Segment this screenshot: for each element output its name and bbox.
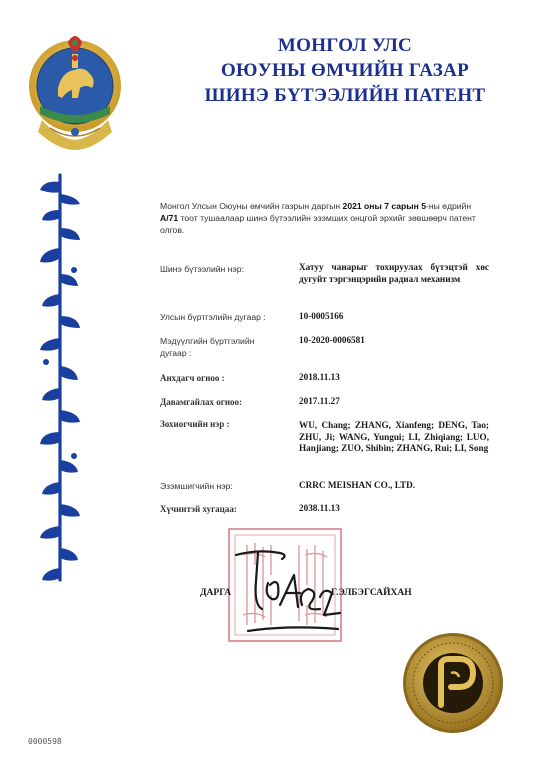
intro-text-2: -ны өдрийн bbox=[426, 201, 472, 211]
intro-paragraph bbox=[160, 200, 485, 236]
field-label-validity: Хүчинтэй хугацаа: bbox=[160, 504, 237, 514]
field-value-inventors: WU, Chang; ZHANG, Xianfeng; DENG, Tao; ZHU, Ji; WANG, Yungui; LI, Zhiqiang; LUO, Hanjiang; ZUO, Shibin; ZHANG, Rui; LI, Song bbox=[299, 420, 489, 453]
title-line-patent: ШИНЭ БҮТЭЭЛИЙН ПАТЕНТ bbox=[204, 85, 486, 106]
signatory-name: Г.ЭЛБЭГСАЙХАН bbox=[331, 588, 412, 598]
signatory-title: ДАРГА bbox=[200, 588, 232, 598]
field-label-application-number: Мэдүүлгийн бүртгэлийн дугаар : bbox=[160, 336, 255, 358]
field-value-priority-date: 2018.11.13 bbox=[299, 372, 340, 382]
field-value-validity: 2038.11.13 bbox=[299, 503, 340, 513]
gold-seal-icon bbox=[401, 631, 505, 735]
field-label-inventors: Зохиогчийн нэр : bbox=[160, 419, 230, 429]
field-label-registration-number: Улсын бүртгэлийн дугаар : bbox=[160, 312, 266, 322]
intro-text-1: Монгол Улсын Оюуны өмчийн газрын даргын bbox=[160, 201, 343, 211]
intro-order-number: А/71 bbox=[160, 213, 179, 223]
intro-date: 2021 оны 7 сарын 5 bbox=[342, 201, 426, 211]
document-title bbox=[175, 33, 515, 108]
title-line-country: МОНГОЛ УЛС bbox=[277, 35, 413, 56]
state-emblem-icon bbox=[28, 28, 122, 150]
mongolian-script-decoration bbox=[30, 170, 90, 590]
intro-text-3: тоот тушаалаар шинэ бүтээлийн эзэмших онцгой эрхийг зөвшөөрч патент олгов. bbox=[160, 213, 476, 235]
field-value-owner: CRRC MEISHAN CO., LTD. bbox=[299, 480, 416, 490]
field-label-dominant-date: Давамгайлах огноо: bbox=[160, 397, 243, 407]
field-label-invention-name: Шинэ бүтээлийн нэр: bbox=[160, 264, 244, 274]
field-value-invention-name: Хатуу чанарыг тохируулах бүтэцтэй хөс дугуйт тэргэнцэрийн радиал механизм bbox=[299, 262, 489, 284]
field-value-dominant-date: 2017.11.27 bbox=[299, 396, 340, 406]
field-value-registration-number: 10-0005166 bbox=[299, 311, 344, 321]
serial-number: 0000598 bbox=[28, 737, 62, 746]
title-line-agency: ОЮУНЫ ӨМЧИЙН ГАЗАР bbox=[220, 60, 470, 81]
field-label-owner: Эзэмшигчийн нэр: bbox=[160, 481, 233, 491]
field-label-priority-date: Анхдагч огноо : bbox=[160, 373, 225, 383]
signature-icon bbox=[228, 535, 348, 645]
field-value-application-number: 10-2020-0006581 bbox=[299, 335, 365, 345]
